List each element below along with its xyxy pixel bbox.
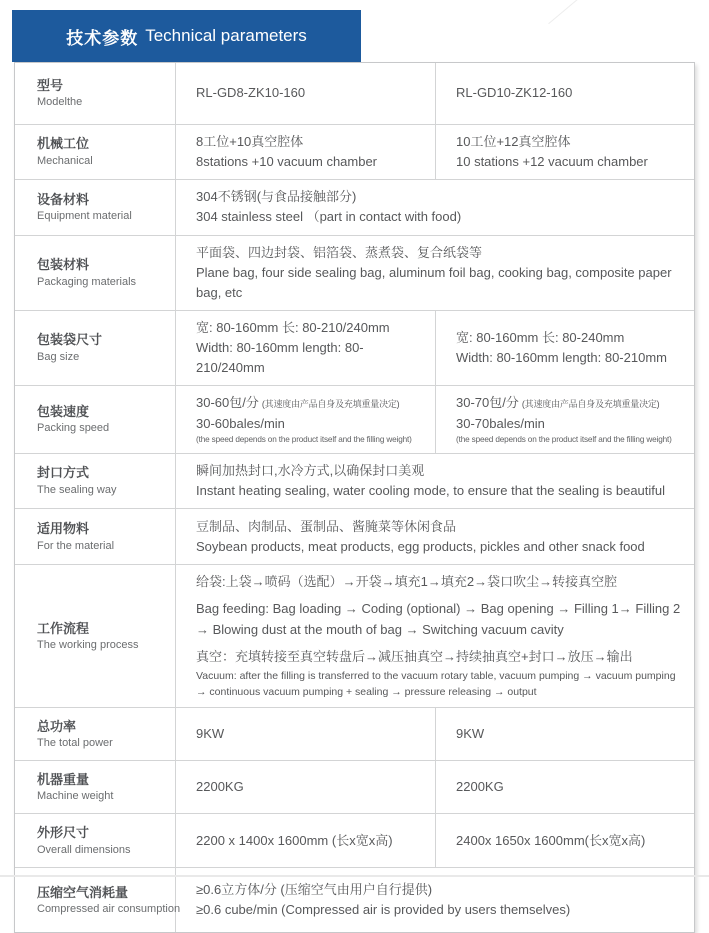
row-label-en: The total power xyxy=(37,737,113,750)
table-row xyxy=(15,235,694,310)
table-row xyxy=(15,385,694,453)
value-line: 30-60bales/min xyxy=(196,415,285,431)
row-label-zh: 外形尺寸 xyxy=(37,825,90,841)
value-cell xyxy=(176,125,435,179)
value-cell xyxy=(176,509,694,564)
value-line: 豆制品、肉制品、蛋制品、酱腌菜等休闲食品 xyxy=(196,518,457,534)
value-cell xyxy=(176,868,694,932)
row-label-en: Compressed air consumption xyxy=(37,903,181,916)
value-line: 瞬间加热封口,水冷方式,以确保封口美观 xyxy=(196,462,425,478)
value-line: 2200 x 1400x 1600mm (长x宽x高) xyxy=(196,832,393,848)
value-line: Bag feeding: Bag loading → Coding (optional) → Bag opening → Filling 1→ Filling 2 → Blowing dust at the mouth of bag → Switching vacuum cavity xyxy=(196,601,681,637)
inline-note: (其速度由产品自身及充填重量决定) xyxy=(261,399,400,410)
value-line: 30-70bales/min xyxy=(456,415,545,431)
value-line: 宽: 80-160mm 长: 80-240mm xyxy=(456,330,625,346)
value-line: Plane bag, four side sealing bag, aluminum foil bag, cooking bag, composite paper bag, etc xyxy=(196,264,672,300)
value-cell xyxy=(435,814,694,867)
value-cell xyxy=(435,125,694,179)
value-line: 30-60包/分 (其速度由产品自身及充填重量决定) xyxy=(196,395,400,411)
row-label-zh: 包装袋尺寸 xyxy=(37,332,103,348)
row-label xyxy=(15,814,176,867)
value-line: 9KW xyxy=(196,726,225,742)
value-line: ≥0.6 cube/min (Compressed air is provided by users themselves) xyxy=(196,902,571,918)
value-line: 2400x 1650x 1600mm(长x宽x高) xyxy=(456,832,646,848)
table-row xyxy=(15,453,694,508)
row-label xyxy=(15,125,176,179)
row-label-en: Mechanical xyxy=(37,154,93,167)
background-diagonal-decoration xyxy=(548,0,664,24)
row-label-en: The sealing way xyxy=(37,483,117,496)
value-line: 2200KG xyxy=(196,779,244,795)
section-title-zh: 技术参数 xyxy=(66,28,139,48)
value-cell xyxy=(176,236,694,310)
value-line: (the speed depends on the product itself and the filling weight) xyxy=(456,434,672,444)
row-label xyxy=(15,761,176,813)
value-cell xyxy=(176,311,435,385)
row-label-zh: 封口方式 xyxy=(37,465,90,481)
row-label xyxy=(15,565,176,707)
value-line: 8工位+10真空腔体 xyxy=(196,134,304,149)
value-line: (the speed depends on the product itself and the filling weight) xyxy=(196,434,412,444)
table-row xyxy=(15,760,694,813)
table-row xyxy=(15,564,694,707)
row-label-zh: 设备材料 xyxy=(37,191,90,207)
value-cell xyxy=(176,454,694,508)
row-label xyxy=(15,311,176,385)
row-label-en: The working process xyxy=(37,639,139,652)
value-cell xyxy=(176,565,694,707)
value-line: 2200KG xyxy=(456,779,504,795)
value-line: Vacuum: after the filling is transferred to the vacuum rotary table, vacuum pumping → vacuum pumping → continuous vacuum pumping + sealing → pressure releasing → output xyxy=(196,669,676,698)
value-line: 给袋:上袋→喷码（选配）→开袋→填充1→填充2→袋口吹尘→转接真空腔 xyxy=(196,574,618,590)
row-label xyxy=(15,454,176,508)
value-line: 9KW xyxy=(456,726,485,742)
value-cell xyxy=(435,386,694,453)
table-row xyxy=(15,508,694,564)
inline-note: (其速度由产品自身及充填重量决定) xyxy=(521,399,660,410)
table-row xyxy=(15,310,694,385)
row-label-en: Machine weight xyxy=(37,790,114,803)
row-label-en: Modelthe xyxy=(37,96,83,109)
value-cell xyxy=(176,814,435,867)
value-line: ≥0.6立方体/分 (压缩空气由用户自行提供) xyxy=(196,882,433,898)
value-cell xyxy=(435,63,694,124)
table-row xyxy=(15,124,694,179)
row-label-en: Bag size xyxy=(37,350,80,363)
row-label-zh: 包装材料 xyxy=(37,257,90,273)
value-cell xyxy=(435,761,694,813)
value-line: RL-GD8-ZK10-160 xyxy=(196,85,306,101)
value-cell xyxy=(176,761,435,813)
row-label-en: Packing speed xyxy=(37,422,110,435)
row-label-zh: 型号 xyxy=(37,77,64,93)
value-line: 304 stainless steel （part in contact with food) xyxy=(196,209,462,225)
row-label xyxy=(15,708,176,760)
value-cell xyxy=(176,180,694,234)
table-row xyxy=(15,179,694,234)
row-label-zh: 机器重量 xyxy=(37,771,90,787)
value-line: 平面袋、四边封袋、铝箔袋、蒸煮袋、复合纸袋等 xyxy=(196,244,483,260)
row-label-zh: 压缩空气消耗量 xyxy=(37,884,129,900)
table-row xyxy=(15,813,694,867)
row-label-zh: 总功率 xyxy=(37,718,77,734)
row-label xyxy=(15,180,176,234)
value-cell xyxy=(435,311,694,385)
value-line: 8stations +10 vacuum chamber xyxy=(196,154,378,170)
section-header xyxy=(12,10,361,62)
value-line: Width: 80-160mm length: 80-210/240mm xyxy=(196,340,364,376)
row-label xyxy=(15,63,176,124)
table-row xyxy=(15,63,694,124)
value-line: 304不锈钢(与食品接触部分) xyxy=(196,189,357,205)
table-row xyxy=(15,707,694,760)
parameters-table xyxy=(14,62,695,933)
value-cell xyxy=(176,708,435,760)
value-line: 30-70包/分 (其速度由产品自身及充填重量决定) xyxy=(456,395,660,411)
row-label xyxy=(15,386,176,453)
value-cell xyxy=(176,386,435,453)
value-line: 真空：充填转接至真空转盘后→减压抽真空→持续抽真空+封口→放压→输出 xyxy=(196,648,633,664)
row-label-en: Packaging materials xyxy=(37,275,137,288)
value-line: Soybean products, meat products, egg products, pickles and other snack food xyxy=(196,538,645,554)
row-label-en: Equipment material xyxy=(37,210,132,223)
value-line: 10工位+12真空腔体 xyxy=(456,134,571,149)
row-label xyxy=(15,236,176,310)
section-title-en: Technical parameters xyxy=(145,26,307,45)
value-cell xyxy=(176,63,435,124)
row-label-en: For the material xyxy=(37,539,115,552)
value-line: RL-GD10-ZK12-160 xyxy=(456,85,573,101)
row-label xyxy=(15,868,181,932)
row-label-zh: 机械工位 xyxy=(37,136,90,152)
row-label-en: Overall dimensions xyxy=(37,843,131,856)
row-label-zh: 包装速度 xyxy=(37,403,90,419)
row-label-zh: 工作流程 xyxy=(37,620,90,636)
value-line: Instant heating sealing, water cooling mode, to ensure that the sealing is beautiful xyxy=(196,483,666,499)
value-line: 10 stations +12 vacuum chamber xyxy=(456,154,648,170)
row-label xyxy=(15,509,176,564)
value-line: 宽: 80-160mm 长: 80-210/240mm xyxy=(196,319,390,335)
table-row xyxy=(15,867,694,932)
value-line: Width: 80-160mm length: 80-210mm xyxy=(456,350,667,366)
row-label-zh: 适用物料 xyxy=(37,521,90,537)
value-cell xyxy=(435,708,694,760)
